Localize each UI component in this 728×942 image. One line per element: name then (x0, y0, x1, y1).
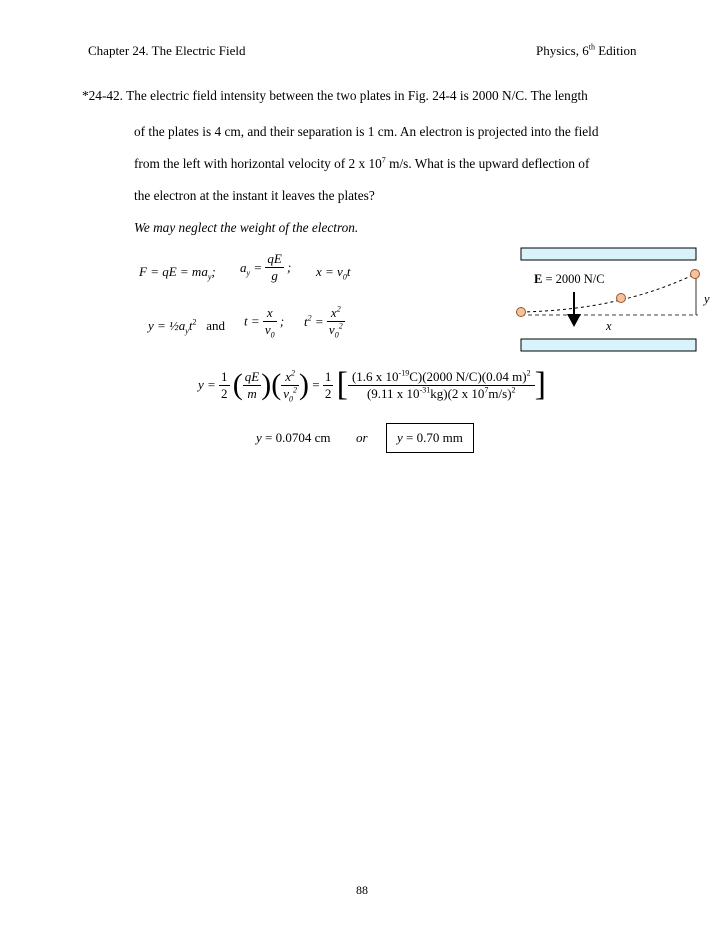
position-equation (316, 264, 350, 280)
num-b: C)(2000 N/C)(0.04 m) (409, 368, 527, 384)
assumption-note: We may neglect the weight of the electron. (134, 220, 359, 235)
deflection-calculation: y = $\frac{1}{2}$ ( $\frac{qE}{m}$ )( $\frac{x^2}{v_0^2}$ ) = $\frac{1}{2}$ [ $\frac{(1.6 x 10^{-19}C)(2000 N/C)(0.04 m)^2}{(9.11 x 10^{-31}kg)(2 x 10^7m/s)^2}$ ] (198, 366, 546, 404)
time-equation (244, 305, 284, 338)
figure-svg (510, 240, 722, 360)
force-sub: y (207, 272, 212, 282)
t-end: ; (279, 313, 285, 329)
half2-num: 1 (324, 368, 332, 384)
den-a: (9.11 x 10 (366, 385, 420, 401)
or-word: or (356, 430, 368, 445)
half-num: 1 (221, 368, 228, 384)
capacitor-figure (510, 240, 722, 360)
force-text: F = qE = ma (139, 264, 208, 279)
y-eq-sub: y (185, 326, 189, 336)
t2-den-sub: 0 (334, 330, 339, 340)
book-title (536, 43, 637, 59)
t-denominator: v (264, 322, 271, 337)
v0-sup: 2 (293, 385, 298, 395)
num-sup2: 2 (526, 368, 531, 378)
time-squared-equation (304, 305, 345, 338)
bottom-plate (521, 339, 696, 351)
num-sup1: -19 (398, 368, 410, 378)
x-axis-label: x (606, 319, 612, 333)
half-den: 2 (221, 385, 228, 401)
acceleration-equation (240, 251, 291, 284)
ay-end: ; (287, 259, 292, 275)
den-sup2: 7 (484, 385, 489, 395)
ay-numerator: qE (267, 251, 282, 266)
qe-m-fraction (243, 369, 261, 402)
num-a: (1.6 x 10 (351, 368, 399, 384)
problem-text-3b: m/s. What is the upward deflection of (385, 156, 590, 171)
deflection-equation (148, 318, 225, 334)
chapter-title: Chapter 24. The Electric Field (88, 43, 246, 58)
result-mm-var: y (397, 430, 403, 445)
result-cm (256, 430, 331, 446)
t2-num-sup: 2 (336, 304, 341, 314)
electron-middle (617, 294, 626, 303)
problem-line-2: of the plates is 4 cm, and their separation is 1 cm. An electron is projected into the field (134, 124, 599, 139)
den-sup3: 2 (511, 385, 516, 395)
x-eq-text: x = v (316, 264, 343, 279)
den-sup1: -31 (419, 385, 431, 395)
result-cm-value: = 0.0704 cm (261, 430, 331, 445)
x2-num: x (285, 368, 292, 384)
half-fraction-2 (323, 369, 334, 402)
problem-text-1: The electric field intensity between the two plates in Fig. 24-4 is 2000 N/C. The length (126, 88, 588, 103)
ay-eq: = (250, 259, 263, 275)
x-eq-end: t (346, 264, 351, 279)
x-eq-sub: 0 (342, 272, 347, 282)
t2-numerator: x (330, 305, 337, 320)
problem-number: *24-42. (82, 88, 123, 103)
and-word: and (206, 318, 226, 333)
electron-start (517, 308, 526, 317)
t2-lhs: t (304, 313, 308, 329)
force-end: ; (211, 264, 216, 279)
t-numerator: x (263, 305, 277, 322)
x2-sup: 2 (291, 368, 296, 378)
big-equals: = (312, 377, 320, 392)
y-eq-t: t (188, 318, 193, 333)
result-mm-value: = 0.70 mm (402, 430, 463, 445)
result-cm-var: y (256, 430, 262, 445)
t2-eq: = (311, 313, 327, 329)
den-b: kg)(2 x 10 (430, 385, 485, 401)
ay-denominator: g (271, 268, 278, 283)
big-lhs: y = (198, 377, 220, 392)
field-symbol: E (534, 272, 543, 286)
m-den: m (247, 385, 257, 401)
velocity-exponent: 7 (381, 155, 386, 165)
t2-sup: 2 (307, 313, 312, 323)
field-arrow-head (567, 314, 581, 327)
problem-line-4: the electron at the instant it leaves the plates? (134, 188, 375, 203)
ay-sub: y (246, 268, 251, 278)
problem-line-1 (82, 88, 588, 104)
numeric-fraction (348, 369, 535, 402)
top-plate (521, 248, 696, 260)
y-axis-label: y (704, 292, 710, 306)
den-c: m/s) (488, 385, 512, 401)
v0-sub: 0 (289, 394, 294, 404)
t-fraction (263, 305, 277, 338)
y-eq-text: y = ½a (148, 318, 186, 333)
problem-line-3 (134, 156, 589, 172)
ay-lhs: a (240, 259, 247, 275)
edition-word: Edition (594, 43, 637, 58)
t-lhs: t = (244, 313, 263, 329)
half2-den: 2 (324, 385, 332, 401)
electron-exit (691, 270, 700, 279)
field-label (534, 272, 605, 287)
force-equation (139, 264, 216, 280)
final-answer-box (386, 423, 474, 453)
t2-den-sup: 2 (338, 321, 343, 331)
problem-text-3a: from the left with horizontal velocity of 2 x 10 (134, 156, 382, 171)
t-den-sub: 0 (270, 330, 275, 340)
y-eq-sup: 2 (192, 317, 197, 327)
half-fraction (219, 369, 230, 402)
t2-denominator: v (328, 322, 335, 337)
book-name: Physics, 6 (536, 43, 589, 58)
edition-superscript: th (588, 42, 595, 52)
qe-num: qE (244, 368, 260, 384)
ay-fraction (265, 251, 283, 284)
page-number: 88 (356, 883, 368, 897)
x2-v02-fraction (281, 369, 299, 402)
v0-den: v (283, 385, 290, 401)
field-value: = 2000 N/C (542, 272, 605, 286)
t2-fraction (327, 305, 345, 338)
